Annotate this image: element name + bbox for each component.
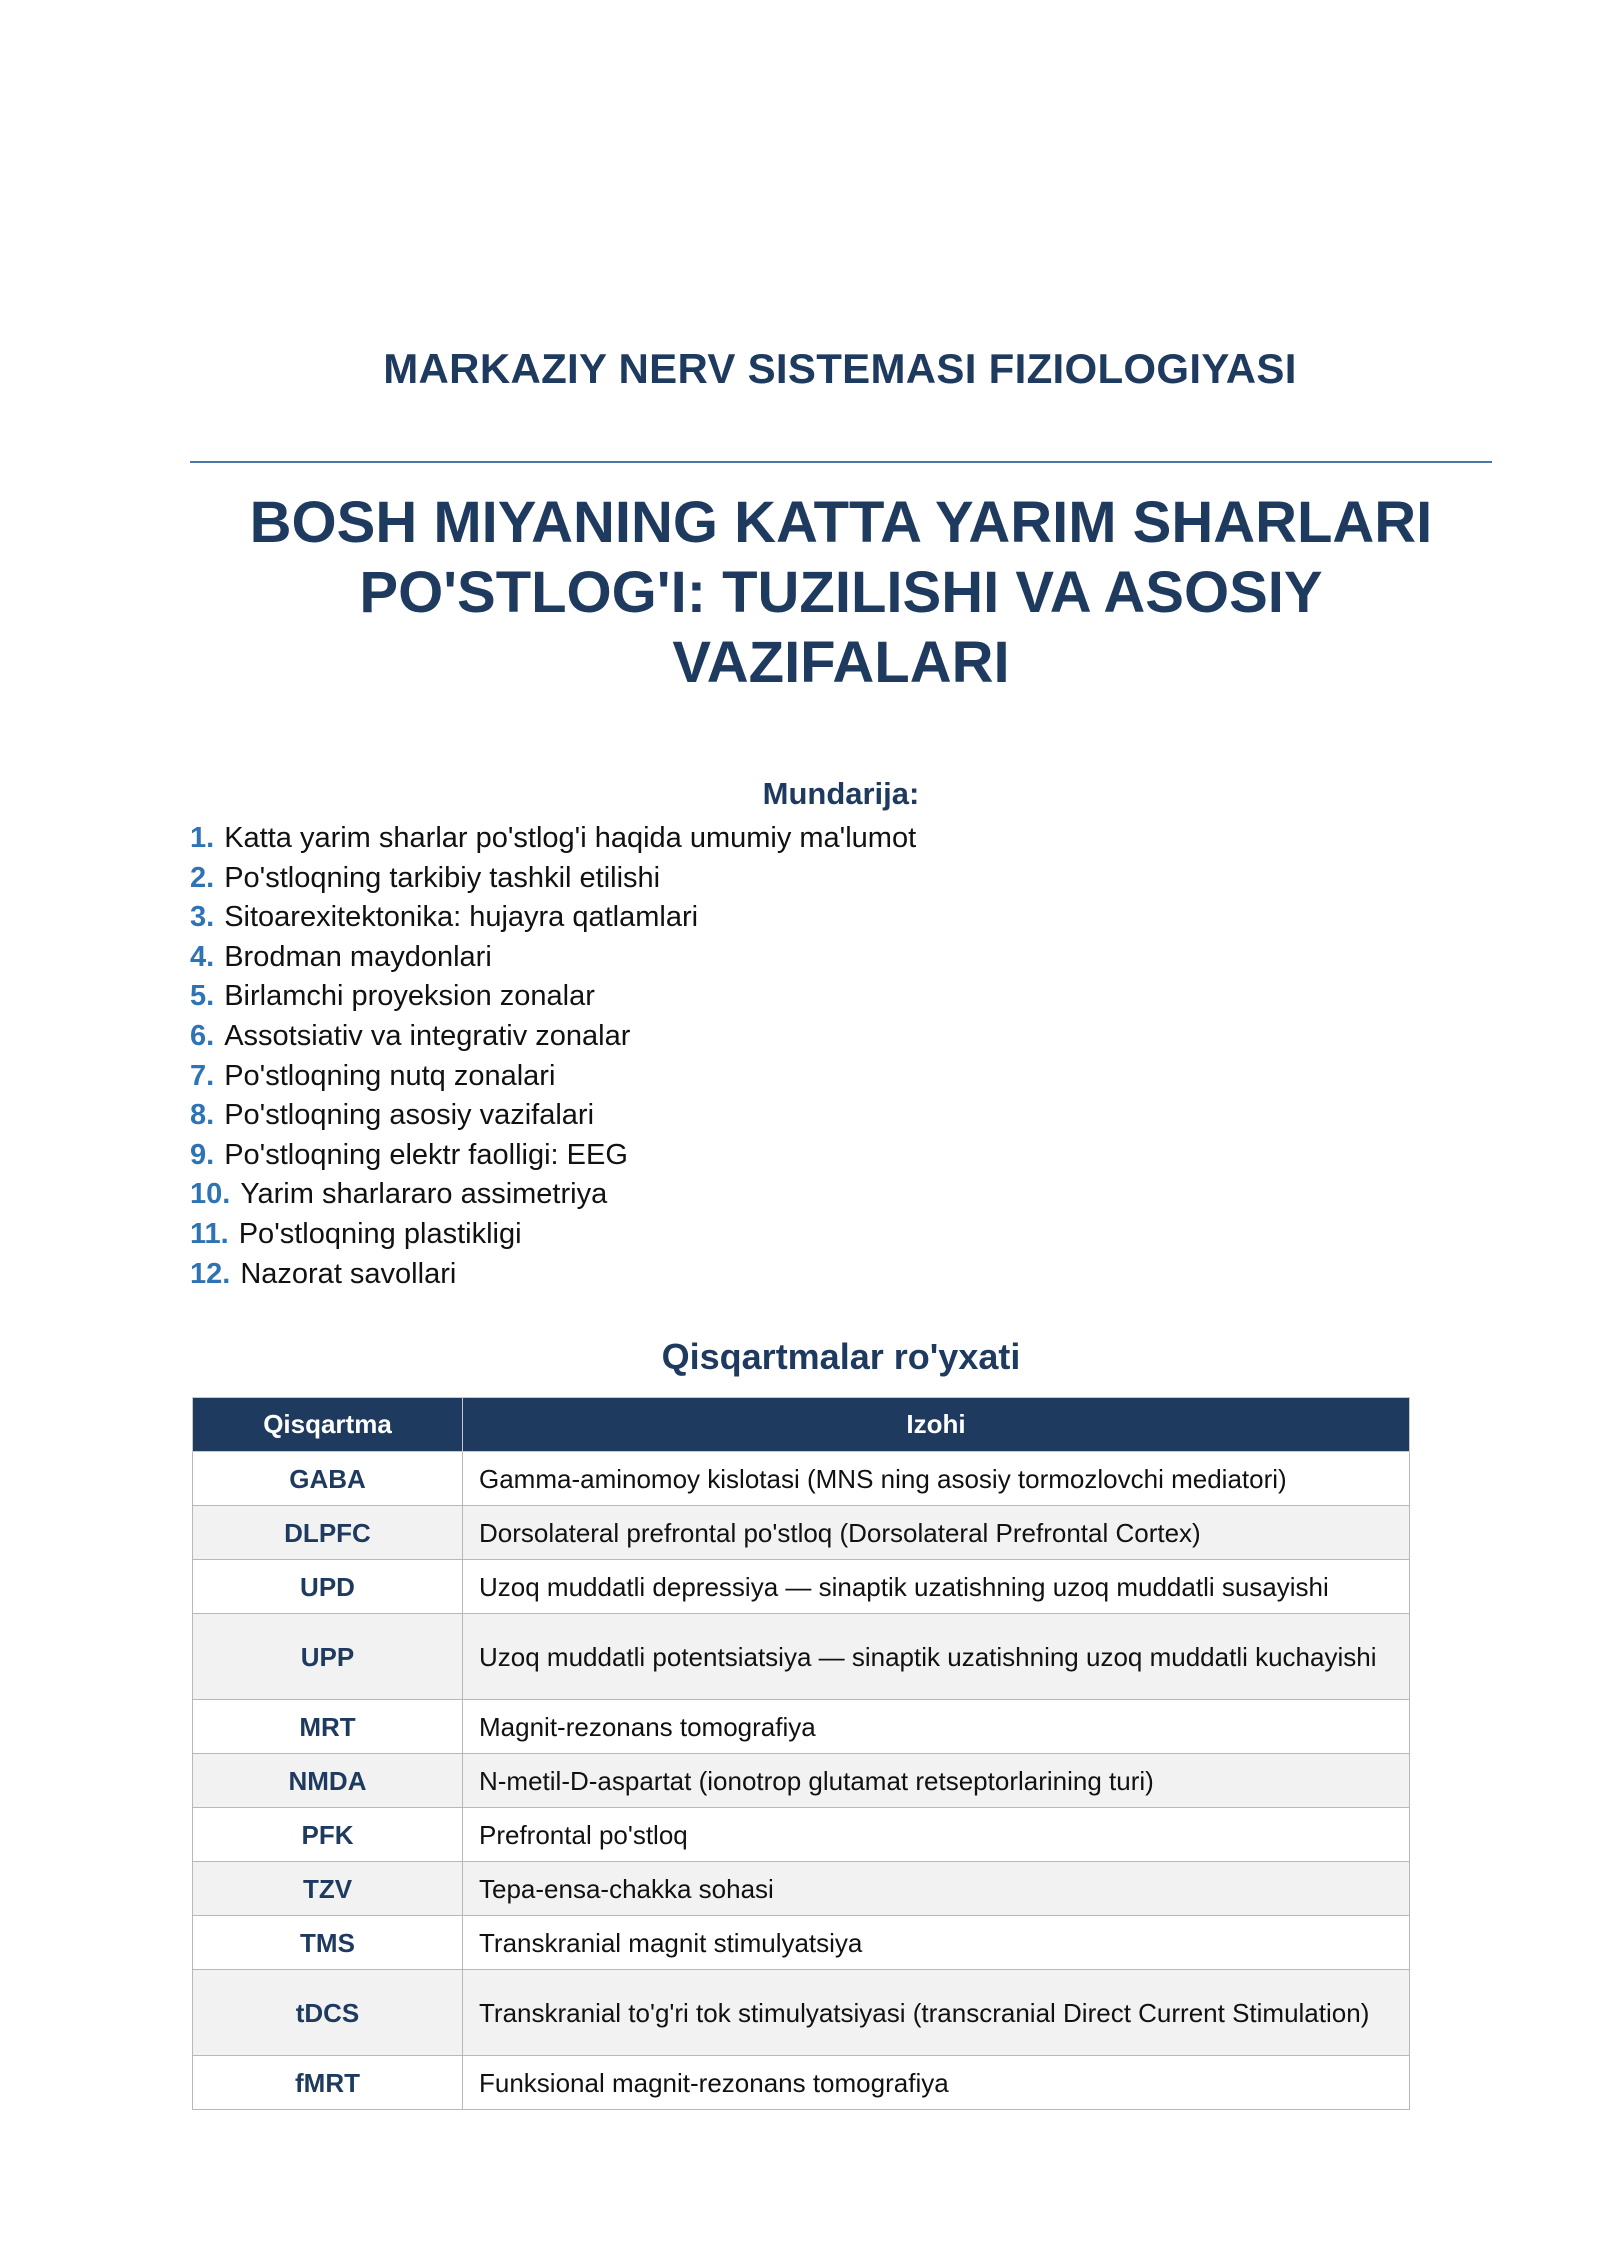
abbreviation-code: UPD — [193, 1560, 463, 1614]
toc-item — [190, 977, 916, 1017]
table-row — [193, 1808, 1410, 1862]
toc-item — [190, 898, 916, 938]
table-row — [193, 1754, 1410, 1808]
toc-item-label: Yarim sharlararo assimetriya — [240, 1178, 608, 1211]
abbreviation-code: UPP — [193, 1614, 463, 1700]
toc-item-number: 11. — [190, 1217, 229, 1250]
abbreviation-description: Funksional magnit-rezonans tomografiya — [463, 2056, 1410, 2110]
toc-item — [190, 1017, 916, 1057]
toc-item-number: 12. — [190, 1257, 231, 1290]
toc-item-number: 2. — [190, 861, 215, 894]
table-row — [193, 1916, 1410, 1970]
table-row — [193, 1970, 1410, 2056]
header-divider — [190, 461, 1492, 463]
table-row — [193, 1452, 1410, 1506]
toc-item-label: Nazorat savollari — [240, 1257, 457, 1290]
toc-item-label: Birlamchi proyeksion zonalar — [224, 980, 595, 1013]
abbreviation-description: Uzoq muddatli depressiya — sinaptik uzatishning uzoq muddatli susayishi — [463, 1560, 1410, 1614]
table-row — [193, 1560, 1410, 1614]
toc-item — [190, 1096, 916, 1136]
toc-item-number: 10. — [190, 1178, 231, 1211]
toc-item-label: Sitoarexitektonika: hujayra qatlamlari — [224, 901, 699, 934]
abbreviation-code: MRT — [193, 1700, 463, 1754]
abbreviations-heading: Qisqartmalar ro'yxati — [661, 1336, 1021, 1377]
table-of-contents — [190, 819, 916, 1294]
toc-heading: Mundarija: — [762, 776, 920, 811]
toc-item-number: 3. — [190, 901, 215, 934]
abbreviation-code: TMS — [193, 1916, 463, 1970]
table-row — [193, 1700, 1410, 1754]
toc-item — [190, 938, 916, 978]
toc-item — [190, 819, 916, 859]
toc-item-label: Katta yarim sharlar po'stlog'i haqida umumiy ma'lumot — [224, 822, 917, 854]
toc-item-label: Po'stloqning nutq zonalari — [224, 1059, 556, 1092]
abbreviation-description: Prefrontal po'stloq — [463, 1808, 1410, 1862]
toc-item-number: 5. — [190, 980, 215, 1013]
abbreviation-code: PFK — [193, 1808, 463, 1862]
abbreviation-code: fMRT — [193, 2056, 463, 2110]
abbreviation-code: GABA — [193, 1452, 463, 1506]
toc-item-number: 7. — [190, 1059, 215, 1092]
toc-item-number: 8. — [190, 1099, 215, 1132]
abbreviation-description: Uzoq muddatli potentsiatsiya — sinaptik uzatishning uzoq muddatli kuchayishi — [463, 1614, 1410, 1700]
table-row — [193, 1862, 1410, 1916]
toc-item-label: Assotsiativ va integrativ zonalar — [224, 1019, 631, 1052]
toc-item — [190, 1255, 916, 1295]
toc-item-number: 1. — [190, 822, 215, 854]
toc-item — [190, 1057, 916, 1097]
table-row — [193, 2056, 1410, 2110]
abbreviation-code: DLPFC — [193, 1506, 463, 1560]
table-row — [193, 1614, 1410, 1700]
toc-item-label: Brodman maydonlari — [224, 940, 492, 973]
document-title — [190, 488, 1492, 698]
toc-item — [190, 1175, 916, 1215]
abbreviation-code: TZV — [193, 1862, 463, 1916]
table-row — [193, 1506, 1410, 1560]
title-line: BOSH MIYANING KATTA YARIM SHARLARI — [249, 490, 1433, 555]
abbreviation-description: Magnit-rezonans tomografiya — [463, 1700, 1410, 1754]
title-line: PO'STLOG'I: TUZILISHI VA ASOSIY — [359, 560, 1323, 625]
toc-item-number: 9. — [190, 1138, 215, 1171]
toc-item-number: 4. — [190, 940, 215, 973]
abbreviation-code: NMDA — [193, 1754, 463, 1808]
abbreviation-description: Dorsolateral prefrontal po'stloq (Dorsolateral Prefrontal Cortex) — [463, 1506, 1410, 1560]
table-header-row — [193, 1398, 1410, 1452]
toc-item-number: 6. — [190, 1019, 215, 1052]
abbreviation-description: Gamma-aminomoy kislotasi (MNS ning asosiy tormozlovchi mediatori) — [463, 1452, 1410, 1506]
column-header-description: Izohi — [463, 1398, 1410, 1452]
title-line: VAZIFALARI — [672, 630, 1010, 695]
document-subject: MARKAZIY NERV SISTEMASI FIZIOLOGIYASI — [383, 345, 1297, 392]
abbreviation-description: N-metil-D-aspartat (ionotrop glutamat retseptorlarining turi) — [463, 1754, 1410, 1808]
toc-item-label: Po'stloqning tarkibiy tashkil etilishi — [224, 861, 661, 894]
toc-item — [190, 859, 916, 899]
toc-item — [190, 1215, 916, 1255]
toc-item-label: Po'stloqning elektr faolligi: EEG — [224, 1138, 628, 1171]
abbreviation-code: tDCS — [193, 1970, 463, 2056]
abbreviations-table — [192, 1397, 1410, 2110]
abbreviation-description: Tepa-ensa-chakka sohasi — [463, 1862, 1410, 1916]
toc-item-label: Po'stloqning asosiy vazifalari — [224, 1099, 595, 1132]
column-header-abbreviation: Qisqartma — [193, 1398, 463, 1452]
toc-item — [190, 1136, 916, 1176]
abbreviation-description: Transkranial magnit stimulyatsiya — [463, 1916, 1410, 1970]
toc-item-label: Po'stloqning plastikligi — [238, 1217, 522, 1250]
abbreviation-description: Transkranial to'g'ri tok stimulyatsiyasi (transcranial Direct Current Stimulation) — [463, 1970, 1410, 2056]
